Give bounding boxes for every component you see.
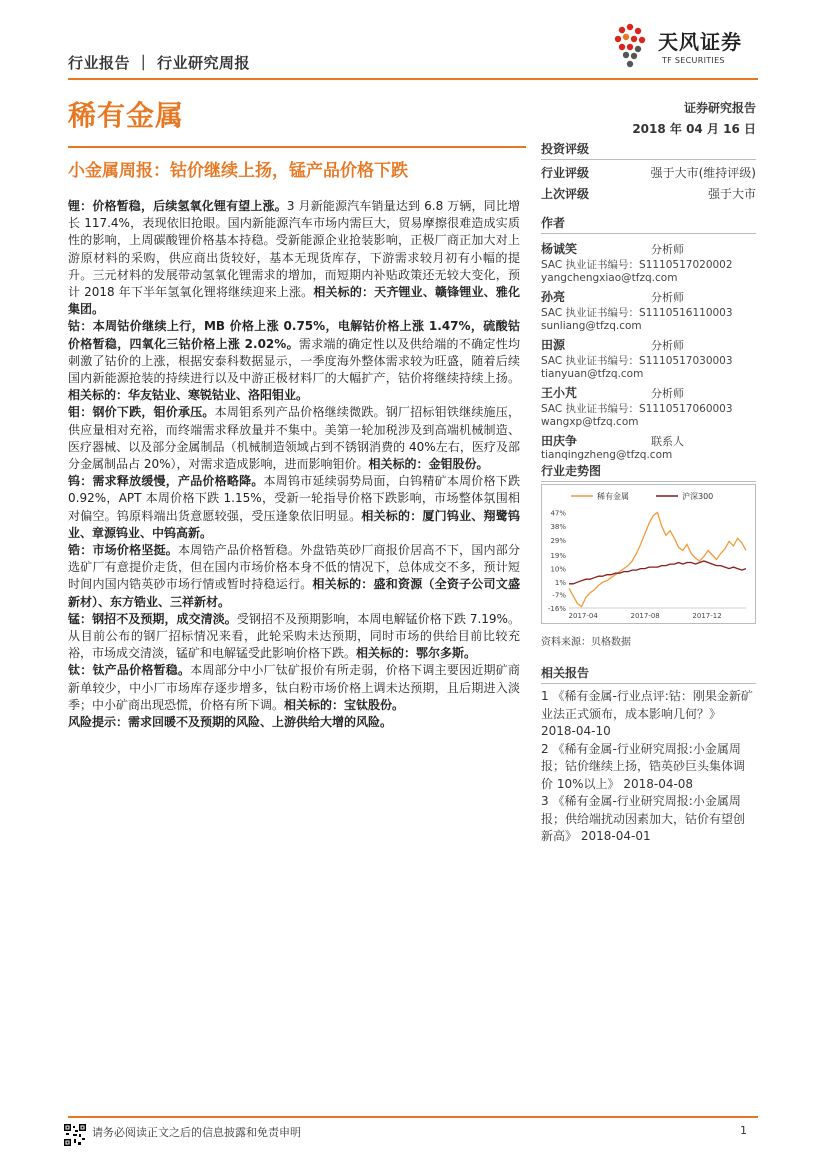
related-tickers-label: 相关标的： (313, 285, 375, 300)
y-tick-label: 10% (550, 565, 566, 574)
rating-value: 强于大市 (707, 187, 756, 201)
author-cert: SAC 执业证书编号：S1110517030003 (541, 355, 733, 367)
related-report-item[interactable] (541, 688, 756, 741)
body-paragraph (68, 542, 520, 611)
author-entry (541, 384, 756, 428)
rating-row (541, 164, 756, 181)
related-tickers: 宝钛股份。 (344, 697, 405, 712)
related-report-item[interactable] (541, 793, 756, 846)
related-section (541, 664, 756, 846)
paragraph-lead: 锰：钢招不及预期，成交清淡。 (68, 611, 237, 626)
related-heading: 相关报告 (541, 664, 756, 684)
related-tickers-label: 相关标的： (68, 388, 129, 403)
chart-source: 资料来源：贝格数据 (541, 637, 631, 648)
paragraph-text: 本周部分中小厂钛矿报价有所走弱，价格下调主要因近期矿商新单较少，中小厂市场库存逐步增多，钛白粉市场价格上调未达预期，且后期进入淡季；中小矿商出现恐慌，价格有所下调。 (68, 663, 520, 712)
report-type: 证券研究报告 (683, 101, 756, 115)
paragraph-lead: 风险提示：需求回暖不及预期的风险、上游供给大增的风险。 (68, 715, 393, 730)
title-divider (68, 146, 526, 148)
author-cert: SAC 执业证书编号：S1110516110003 (541, 307, 733, 319)
paragraph-lead: 钨：需求释放缓慢，产品价格略降。 (68, 474, 264, 489)
author-email[interactable]: tianyuan@tfzq.com (541, 368, 644, 380)
footer-divider (68, 1116, 758, 1118)
x-tick-label: 2017-12 (692, 612, 722, 620)
body-paragraph (68, 318, 520, 404)
paragraph-text: 受钢招不及预期影响，本周电解锰价格下跌 7.19%。从目前公布的钢厂招标情况来看，此轮采购未达预期，同时市场的供给目前比较充裕，市场成交清淡，锰矿和电解锰受此影响价格下跌。 (68, 611, 520, 661)
report-date: 2018 年 04 月 16 日 (632, 122, 756, 136)
paragraph-lead: 钼：钢价下跌，钼价承压。 (68, 405, 215, 420)
logo-mark-icon (615, 24, 645, 67)
rating-section (541, 140, 756, 202)
related-tickers-label: 相关标的： (356, 646, 417, 661)
industry-trend-chart (541, 484, 756, 624)
body-paragraph (68, 198, 520, 318)
trend-section (541, 462, 756, 482)
author-role: 分析师 (651, 291, 684, 304)
rating-heading: 投资评级 (541, 140, 756, 160)
paragraph-text: 本周钨市延续弱势局面，白钨精矿本周价格下跌 0.92%，APT 本周价格下跌 1.15%，受新一轮指导价格下跌影响，市场整体氛围相对偏空。钨原料端出货意愿较强，受压逢象依旧明显。 (68, 474, 520, 523)
y-tick-label: -7% (552, 591, 566, 600)
paragraph-text: 3 月新能源汽车销量达到 6.8 万辆，同比增长 117.4%，表现依旧抢眼。国内新能源汽车市场内需巨大，贸易摩擦很难造成实质性的影响，上周碳酸锂价格基本持稳。受新能源企业抢装影响，正极厂商正加大对上游原材料的采购，供应商出货较好，基本无现货库存，下游需求较月初有小幅的提升。三元材料的发展带动氢氧化锂需求的增加，而短期内补贴政策还无较大变化，预计 2018 年下半年氢氧化锂将继续迎来上涨。 (68, 199, 520, 300)
paragraph-lead: 钛：钛产品价格暂稳。 (68, 663, 191, 678)
related-tickers: 华友钴业、寒锐钴业、洛阳钼业。 (128, 388, 309, 403)
y-tick-label: 19% (550, 551, 566, 560)
page-number: 1 (740, 1124, 747, 1137)
related-report-date: 2018-04-08 (623, 776, 694, 791)
paragraph-lead: 钴：本周钴价继续上行，MB 价格上涨 0.75%，电解钴价格上涨 1.47%，硫酸钴价格暂稳，四氧化三钴价格上涨 2.02%。 (68, 319, 520, 351)
related-tickers: 盛和资源（全资子公司文盛新材）、东方锆业、三祥新材。 (68, 577, 520, 609)
author-cert: SAC 执业证书编号：S1110517020002 (541, 259, 733, 271)
related-report-title: 3 《稀有金属-行业研究周报:小金属周报；供给端扰动因素加大，钴价有望创新高》 (541, 794, 746, 843)
report-body (68, 198, 520, 731)
author-role: 分析师 (651, 243, 684, 256)
authors-section (541, 214, 756, 465)
authors-heading: 作者 (541, 214, 756, 234)
related-tickers: 天齐锂业、赣锋锂业、雅化集团。 (68, 285, 520, 317)
author-email[interactable]: yangchengxiao@tfzq.com (541, 272, 678, 284)
rating-value: 强于大市(维持评级) (650, 166, 756, 180)
qr-code-icon (64, 1124, 86, 1146)
body-paragraph (68, 404, 520, 473)
author-entry (541, 432, 756, 461)
body-paragraph (68, 611, 520, 663)
related-tickers: 鄂尔多斯。 (416, 646, 477, 661)
body-paragraph (68, 714, 520, 731)
related-report-title: 1 《稀有金属-行业点评:钴：刚果金新矿业法正式颁布，成本影响几何？》 (541, 689, 753, 721)
related-tickers-label: 相关标的： (368, 457, 429, 472)
paragraph-text: 需求端的确定性以及供给端的不确定性均刺激了钴价的上涨，根据安泰科数据显示，一季度海外整体需求较为旺盛，随着后续国内新能源抢装的持续进行以及中游正极材料厂的大幅扩产，钴价将继续持续上扬。 (68, 336, 520, 386)
related-tickers: 厦门钨业、翔鹭钨业、章源钨业、中钨高新。 (68, 508, 520, 540)
author-name: 田源 (541, 338, 566, 352)
author-role: 分析师 (651, 387, 684, 400)
author-entry (541, 288, 756, 332)
author-entry (541, 336, 756, 380)
author-name: 孙亮 (541, 290, 566, 304)
paragraph-text: 本周钼系列产品价格继续微跌。钢厂招标钼铁继续施压，供应量相对充裕，而终端需求释放量并不集中。美第一轮加税涉及到高端机械制造、医疗器械、以及部分金属制品（机械制造领域占到不锈钢消费的 40%左右，医疗及部分金属制品占 20%），对需求造成影响，进而影响钼价。 (68, 405, 520, 472)
footer-disclaimer: 请务必阅读正文之后的信息披露和免责申明 (92, 1126, 301, 1139)
x-tick-label: 2017-04 (568, 612, 598, 620)
related-tickers: 金钼股份。 (428, 457, 489, 472)
rating-row (541, 185, 756, 202)
author-cert: SAC 执业证书编号：S1110517060003 (541, 403, 733, 415)
author-email[interactable]: sunliang@tfzq.com (541, 320, 642, 332)
related-report-date: 2018-04-10 (541, 724, 611, 738)
author-name: 王小芃 (541, 386, 578, 400)
related-tickers-label: 相关标的： (361, 508, 423, 523)
body-paragraph (68, 473, 520, 542)
header-divider (68, 78, 758, 80)
author-list (541, 240, 756, 461)
body-paragraph (68, 662, 520, 714)
logo-text-en: TF SECURITIES (662, 56, 725, 65)
legend-label: 稀有金属 (597, 492, 629, 501)
y-tick-label: 29% (550, 536, 566, 545)
y-tick-label: 47% (550, 509, 566, 518)
related-report-title: 2 《稀有金属-行业研究周报:小金属周报；钴价继续上扬，锆英砂巨头集体调价 10%以上》 (541, 741, 746, 791)
logo-text-cn: 天风证券 (658, 30, 742, 54)
report-title: 小金属周报：钴价继续上扬，锰产品价格下跌 (68, 161, 408, 181)
related-report-item[interactable] (541, 741, 756, 794)
sector-title: 稀有金属 (68, 99, 185, 132)
related-report-date: 2018-04-01 (580, 829, 651, 843)
report-category: 行业报告 ｜ 行业研究周报 (68, 54, 250, 72)
trend-heading: 行业走势图 (541, 462, 756, 482)
y-tick-label: 1% (554, 579, 566, 588)
author-role: 联系人 (651, 435, 684, 448)
related-tickers-label: 相关标的： (312, 577, 374, 592)
author-email[interactable]: tianqingzheng@tfzq.com (541, 449, 673, 461)
rating-label: 行业评级 (541, 166, 590, 180)
paragraph-lead: 锆：市场价格坚挺。 (68, 543, 178, 558)
author-role: 分析师 (651, 339, 684, 352)
y-tick-label: -16% (547, 605, 566, 613)
author-email[interactable]: wangxp@tfzq.com (541, 416, 639, 428)
author-name: 杨诚笑 (541, 242, 578, 256)
author-entry (541, 240, 756, 284)
related-tickers-label: 相关标的： (284, 697, 345, 712)
author-name: 田庆争 (541, 434, 578, 448)
paragraph-lead: 锂：价格暂稳，后续氢氧化锂有望上涨。 (68, 199, 287, 213)
y-tick-label: 38% (550, 523, 566, 532)
paragraph-text: 本周锆产品价格暂稳。外盘锆英砂厂商报价居高不下，国内部分选矿厂有意提价走货，但在国内市场价格本身不低的情况下，总体成交不多，预计短时间内国内锆英砂市场行情或暂时持稳运行。 (68, 543, 520, 592)
related-list (541, 688, 756, 846)
x-tick-label: 2017-08 (630, 612, 660, 620)
rating-label: 上次评级 (541, 187, 590, 201)
legend-label: 沪深300 (682, 492, 714, 501)
